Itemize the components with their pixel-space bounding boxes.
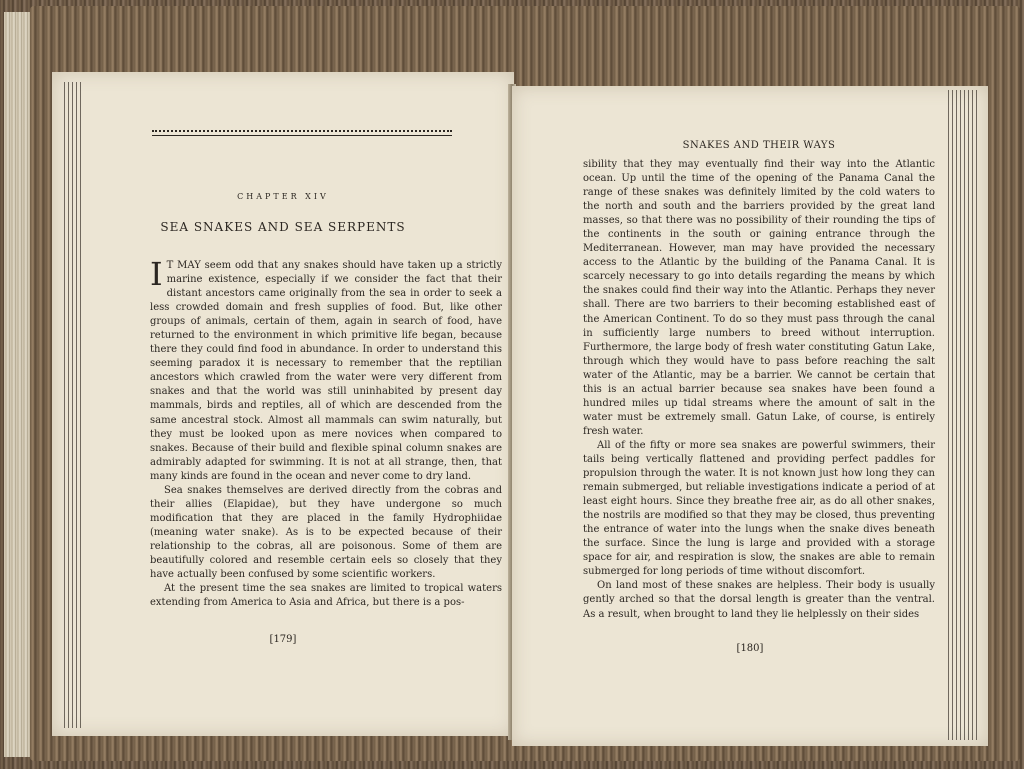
paragraph: On land most of these snakes are helpless. Their body is usually gently arched so that the dorsal length is greater than the ventral. As a result, when brought to land they lie helplessly on their sides xyxy=(583,580,935,620)
page-number: [180] xyxy=(736,643,764,654)
chapter-ornament-rule xyxy=(152,130,452,136)
paragraph: At the present time the sea snakes are limited to tropical waters extending from America to Asia and Africa, but there is a pos- xyxy=(150,583,502,609)
paragraph xyxy=(150,255,502,484)
drop-cap: I xyxy=(150,255,163,293)
left-page-edges xyxy=(64,82,84,728)
chapter-title: SEA SNAKES AND SEA SERPENTS xyxy=(160,220,406,234)
left-page xyxy=(52,72,514,736)
paragraph: sibility that they may eventually find their way into the Atlantic ocean. Up until the time of the opening of the Panama Canal the range of these snakes was definitely limited by the cold waters to the north and south and the barriers provided by the great land masses, so that there was no possibility of their rounding the tips of the continents in the south or gaining entrance through the Mediterranean. However, man may have provided the necessary access to the Atlantic by the building of the Panama Canal. It is scarcely necessary to go into details regarding the means by which the snakes could find their way into the Atlantic. Perhaps they never shall. There are two barriers to their becoming established east of the American Continent. To do so they must pass through the canal in sufficiently large numbers to breed without interruption. Furthermore, the large body of fresh water constituting Gatun Lake, through which they would have to pass before reaching the salt water of the Atlantic, may be a barrier. We cannot be certain that this is an actual barrier because sea snakes have been found a hundred miles up tidal streams where the amount of salt in the water must be extremely small. Gatun Lake, of course, is entirely fresh water. xyxy=(583,159,935,437)
running-head: SNAKES AND THEIR WAYS xyxy=(682,140,836,151)
paragraph: All of the fifty or more sea snakes are powerful swimmers, their tails being vertically flattened and providing perfect paddles for propulsion through the water. It is not known just how long they can remain submerged, but reliable investigations indicate a period of at least eight hours. Since they breathe free air, as do all other snakes, the nostrils are modified so that they may be closed, thus preventing the entrance of water into the lungs when the snake dives beneath the surface. Since the lung is large and provided with a storage space for air, and respiration is slow, the snakes are able to remain submerged for long periods of time without discomfort. xyxy=(583,439,935,578)
right-page xyxy=(512,86,988,746)
paragraph: Sea snakes themselves are derived directly from the cobras and their allies (Elapidae), but they have undergone so much modification that they are placed in the family Hydrophiidae (meaning water snake). As is to be expected because of their relationship to the cobras, all are poisonous. Some of them are beautifully colored and resemble certain eels so closely that they have actually been confused by some scientific workers. xyxy=(150,484,502,581)
paragraph-text: T MAY seem odd that any snakes should have taken up a strictly marine existence, especially if we consider the fact that their distant ancestors came originally from the sea in order to seek a less crowded domain and fresh supplies of food. But, like other groups of animals, certain of them, again in search of food, have returned to the environment in which primitive life began, because there they could find food in abundance. In order to understand this seeming paradox it is necessary to remember that the reptilian ancestors which crawled from the water were very different from snakes and that the world was still uninhabited by present day mammals, birds and reptiles, all of which are descended from the same ancestral stock. Almost all mammals can swim naturally, but they must be looked upon as mere novices when compared to snakes. Because of their build and flexible spinal column snakes are admirably adapted for swimming. It is not at all strange, then, that many kinds are found in the ocean and never come to dry land. xyxy=(150,260,502,482)
chapter-label: CHAPTER XIV xyxy=(237,192,329,201)
page-number: [179] xyxy=(269,634,297,645)
left-page-text xyxy=(150,255,502,610)
right-page-text xyxy=(583,158,935,622)
